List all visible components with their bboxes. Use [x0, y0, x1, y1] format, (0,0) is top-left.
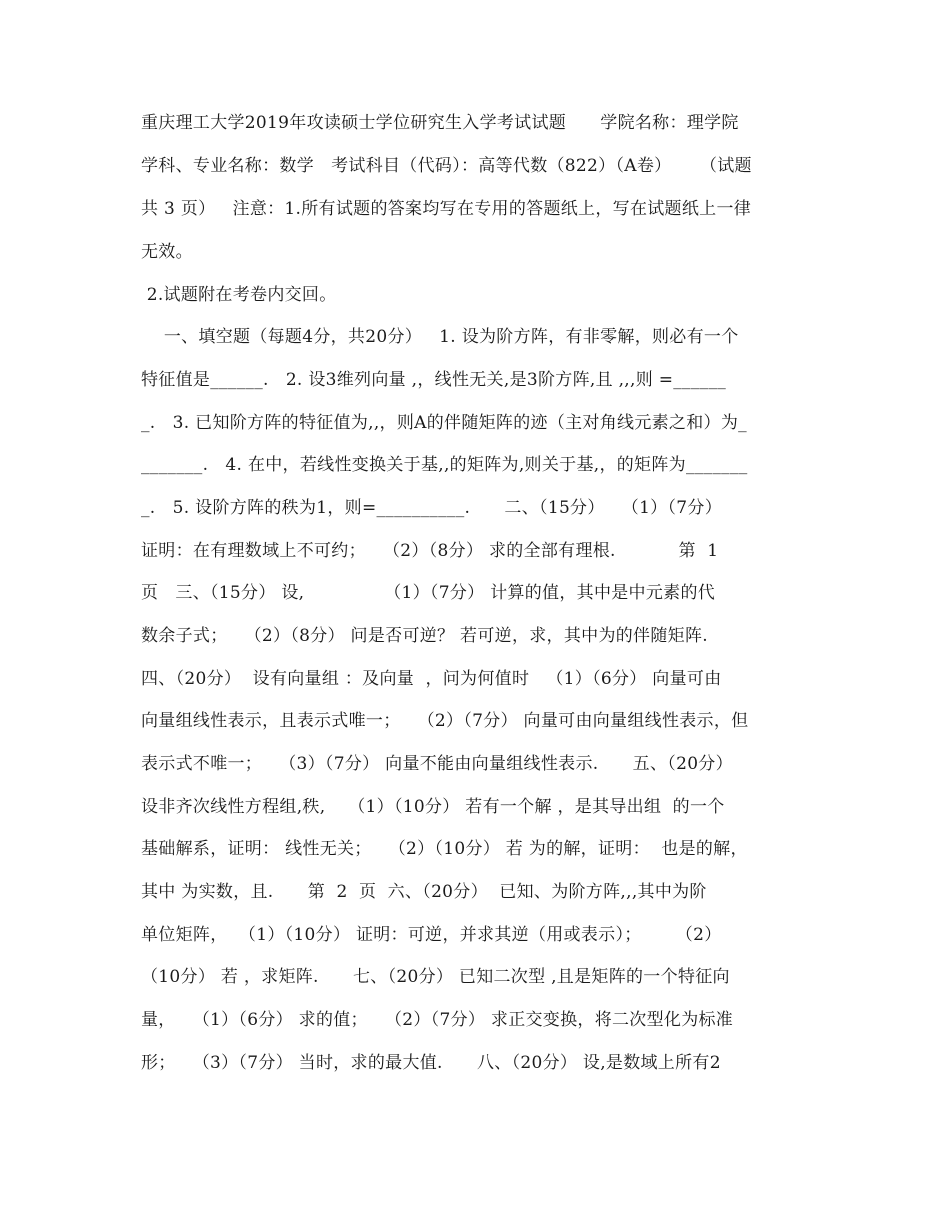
text-line: 表示式不唯一； （3）（7分） 向量不能由向量组线性表示. 五、（20分）: [141, 754, 733, 774]
text-line: 量， （1）（6分） 求的值； （2）（7分） 求正交变换，将二次型化为标准: [141, 1010, 734, 1030]
text-line: （10分） 若 ，求矩阵. 七、（20分） 已知二次型 ,且是矩阵的一个特征向: [141, 967, 730, 987]
text-line: 页 三、（15分） 设, （1）（7分） 计算的值，其中是中元素的代: [141, 583, 716, 603]
text-line: 向量组线性表示，且表示式唯一； （2）（7分） 向量可由向量组线性表示，但: [141, 711, 749, 731]
text-line: 其中 为实数，且. 第 2 页 六、（20分） 已知、为阶方阵,,,其中为阶: [141, 882, 707, 902]
text-line: _. 3. 已知阶方阵的特征值为,,，则A的伴随矩阵的迹（主对角线元素之和）为_: [141, 413, 747, 433]
text-line: _. 5. 设阶方阵的秩为1，则=__________. 二、（15分） （1）（7分）: [141, 498, 722, 518]
text-line: 设非齐次线性方程组,秩, （1）（10分） 若有一个解 ，是其导出组 的一个: [141, 797, 725, 817]
text-line: 基础解系，证明： 线性无关； （2）（10分） 若 为的解，证明： 也是的解，: [141, 839, 748, 859]
text-line: 数余子式； （2）（8分） 问是否可逆？ 若可逆，求，其中为的伴随矩阵.: [141, 626, 708, 646]
text-line: 特征值是______. 2. 设3维列向量 ,，线性无关,是3阶方阵,且 ,,,则 =______: [141, 370, 727, 390]
text-line: 重庆理工大学2019年攻读硕士学位研究生入学考试试题 学院名称：理学院: [141, 113, 739, 133]
text-line: 四、（20分） 设有向量组 ：及向量 ，问为何值时 （1）（6分） 向量可由: [141, 669, 722, 689]
text-line: 单位矩阵， （1）（10分） 证明：可逆，并求其逆（用或表示）； （2）: [141, 925, 722, 945]
text-line: 共 3 页） 注意：1.所有试题的答案均写在专用的答题纸上，写在试题纸上一律: [141, 199, 752, 219]
text-line: 证明：在有理数域上不可约； （2）（8分） 求的全部有理根. 第 1: [141, 541, 719, 561]
text-line: 形； （3）（7分） 当时，求的最大值. 八、（20分） 设,是数域上所有2: [141, 1053, 721, 1073]
text-line: 学科、专业名称：数学 考试科目（代码）：高等代数（822）（A卷） （试题: [141, 156, 752, 176]
text-line: 2.试题附在考卷内交回。: [141, 285, 337, 305]
text-line: 一、填空题（每题4分，共20分） 1. 设为阶方阵，有非零解，则必有一个: [141, 327, 739, 347]
text-line: _______. 4. 在中，若线性变换关于基,,的矩阵为,则关于基,，的矩阵为_______: [141, 455, 748, 475]
text-line: 无效。: [141, 242, 193, 262]
